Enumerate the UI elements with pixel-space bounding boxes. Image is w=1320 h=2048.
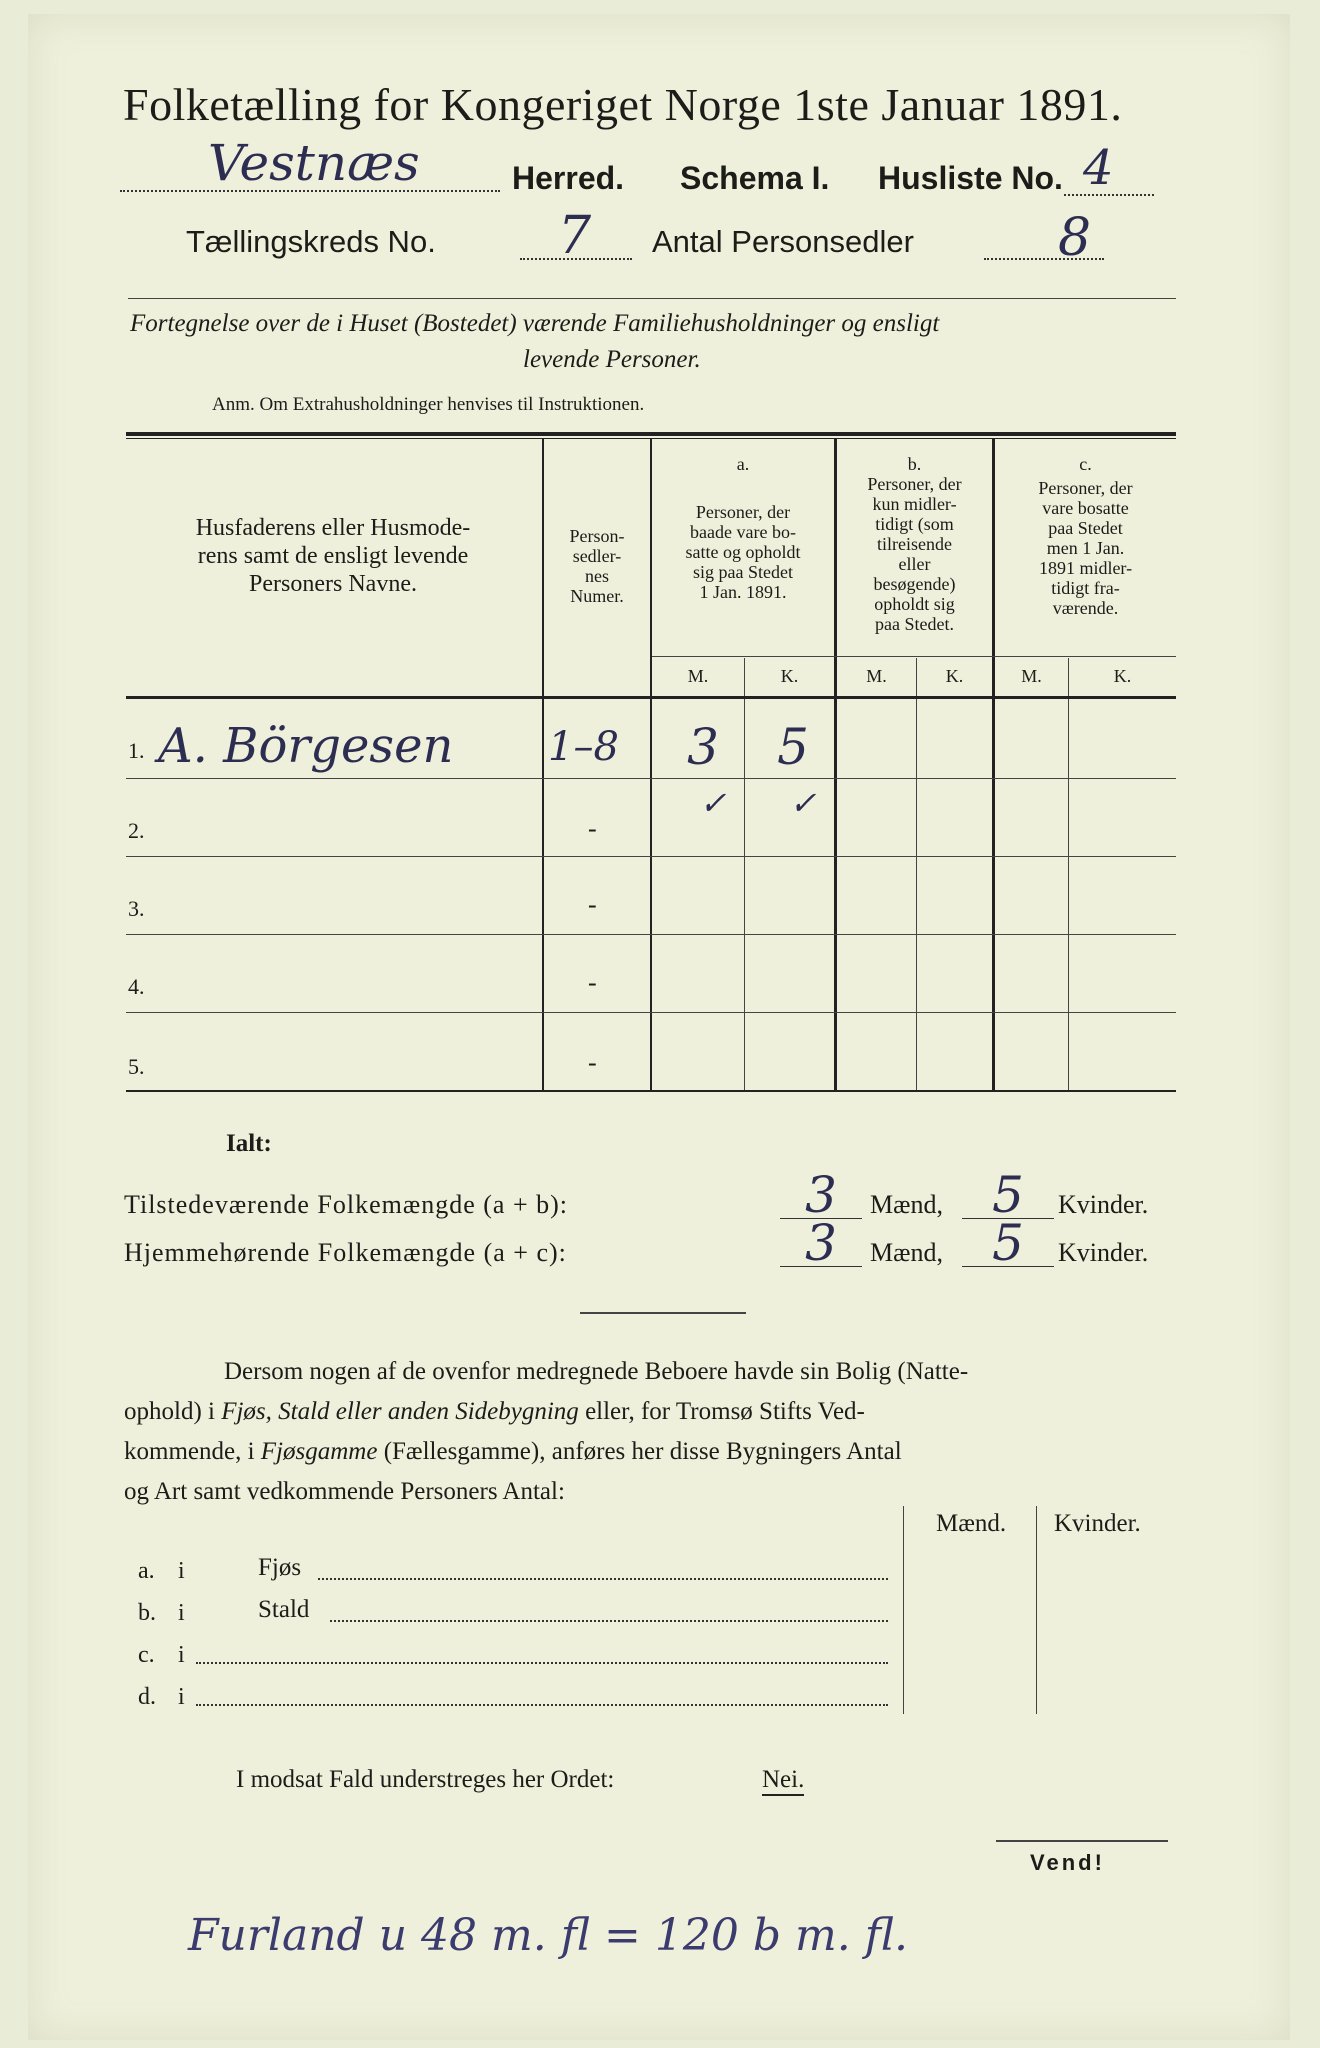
row-5-num: 5. <box>128 1054 145 1079</box>
building-c-dotline <box>196 1662 888 1664</box>
building-d-dotline <box>196 1704 888 1706</box>
header-b-l1: Personer, der <box>867 474 962 494</box>
herred-label: Herred. <box>512 160 625 196</box>
header-c-l2: vare bosatte <box>1042 498 1129 518</box>
building-a-letter: a. <box>138 1558 155 1584</box>
header-num-l3: nes <box>585 566 609 586</box>
row-1-name: A. Börgesen <box>158 718 454 774</box>
header-b-l5: eller <box>898 554 931 574</box>
hjemme-kvinder: Kvinder. <box>1058 1238 1149 1267</box>
row-2-sedler: - <box>588 814 597 843</box>
row-5-sedler: - <box>588 1048 597 1077</box>
header-c-l5: 1891 midler- <box>1038 558 1133 578</box>
hjemme-maend: Mænd, <box>870 1238 943 1267</box>
modsat-text: I modsat Fald understreges her Ordet: <box>236 1766 615 1793</box>
building-b-i: i <box>178 1600 185 1626</box>
buildings-text-3c: (Fællesgamme), anføres her disse Bygningers Antal <box>377 1438 902 1465</box>
row-1-a-m: 3 <box>687 718 719 776</box>
vend-rule <box>996 1840 1168 1842</box>
header-c-l7: værende. <box>1052 598 1119 618</box>
row-1-num: 1. <box>128 738 145 763</box>
header-name-l1: Husfaderens eller Husmode- <box>195 515 471 541</box>
c-m-label: M. <box>1021 666 1042 686</box>
handwritten-note: Furland u 48 m. fl = 120 b m. fl. <box>188 1910 909 1961</box>
col-divider-a-mk <box>744 658 745 1092</box>
tilstede-maend: Mænd, <box>870 1190 943 1219</box>
buildings-text-2a: ophold) i <box>124 1398 222 1425</box>
herred-value: Vestnæs <box>208 134 420 192</box>
header-a-l5: 1 Jan. 1891. <box>699 582 787 602</box>
header-num-l1: Person- <box>569 526 625 546</box>
buildings-col-kvinder: Kvinder. <box>1054 1510 1141 1537</box>
buildings-col-maend: Mænd. <box>936 1510 1007 1537</box>
row-2-num: 2. <box>128 818 145 843</box>
header-c-col <box>995 478 1176 618</box>
husliste-value: 4 <box>1083 140 1114 196</box>
buildings-text-1: Dersom nogen af de ovenfor medregnede Beboere havde sin Bolig (Natte- <box>224 1358 969 1385</box>
tilstede-m-value: 3 <box>805 1166 837 1224</box>
intro-line1: Fortegnelse over de i Huset (Bostedet) værende Familiehusholdninger og ensligt <box>130 310 940 337</box>
building-b-dotline <box>330 1620 888 1622</box>
building-d-letter: d. <box>138 1684 156 1710</box>
buildings-text-2c: eller, for Tromsø Stifts Ved- <box>578 1398 865 1425</box>
intro-line2: levende Personer. <box>523 346 701 373</box>
building-a-dotline <box>318 1578 888 1580</box>
c-k-label: K. <box>1113 666 1132 686</box>
header-b-l6: besøgende) <box>873 574 956 594</box>
schema-label: Schema I. <box>680 160 830 196</box>
antal-value: 8 <box>1058 208 1092 268</box>
totals-separator <box>580 1312 746 1314</box>
building-d-i: i <box>178 1684 185 1710</box>
row-3-sedler: - <box>588 890 597 919</box>
col-divider-c-mk <box>1068 658 1069 1092</box>
header-a-l1: Personer, der <box>695 502 791 522</box>
hjemme-label: Hjemmehørende Folkemængde (a + c): <box>124 1238 567 1267</box>
b-m-label: M. <box>866 666 887 686</box>
form-title: Folketælling for Kongeriget Norge 1ste Januar 1891. <box>123 79 1123 130</box>
header-num-l4: Numer. <box>570 586 624 606</box>
tilstede-label: Tilstedeværende Folkemængde (a + b): <box>124 1190 568 1219</box>
buildings-col-divider-1 <box>903 1506 904 1714</box>
table-header-bottom-rule <box>126 696 1176 699</box>
hjemme-m-value: 3 <box>805 1214 837 1272</box>
buildings-text-3a: kommende, i <box>124 1438 261 1465</box>
header-a-l3: satte og opholdt <box>685 542 801 562</box>
header-num-l2: sedler- <box>572 546 622 566</box>
header-name-col <box>138 514 528 598</box>
header-name-l3: Personers Navne. <box>249 571 417 597</box>
buildings-text-2 <box>124 1398 865 1426</box>
header-c-l6: tidigt fra- <box>1051 578 1120 598</box>
building-b-name: Stald <box>258 1596 310 1623</box>
antal-label: Antal Personsedler <box>652 224 914 259</box>
buildings-text-3 <box>124 1438 902 1466</box>
buildings-text-2b: Fjøs, Stald eller anden Sidebygning <box>221 1398 579 1425</box>
row-1-sedler: 1–8 <box>548 724 619 770</box>
header-a-l4: sig paa Stedet <box>693 562 793 582</box>
a-m-label: M. <box>687 666 709 686</box>
a-k-label: K. <box>780 666 799 686</box>
header-c-l1: Personer, der <box>1038 478 1133 498</box>
row-4-num: 4. <box>128 974 145 999</box>
ialt-label: Ialt: <box>226 1130 272 1157</box>
census-form-page <box>28 14 1290 2040</box>
header-divider <box>128 298 1176 299</box>
header-b-l2: kun midler- <box>872 494 957 514</box>
husliste-label: Husliste No. <box>878 160 1063 196</box>
header-b-letter: b. <box>907 454 922 474</box>
buildings-col-divider-2 <box>1036 1506 1037 1714</box>
kreds-value: 7 <box>558 206 592 266</box>
header-b-l7: opholdt sig <box>874 594 955 614</box>
hjemme-k-value: 5 <box>992 1214 1024 1272</box>
anm-note: Anm. Om Extrahusholdninger henvises til Instruktionen. <box>212 394 645 415</box>
building-a-name: Fjøs <box>258 1554 302 1581</box>
header-b-l8: paa Stedet. <box>875 614 954 634</box>
table-top-rule <box>126 432 1176 436</box>
header-a-col <box>652 502 834 602</box>
b-k-label: K. <box>945 666 964 686</box>
nei-word: Nei. <box>762 1766 804 1796</box>
row-4-rule <box>126 1012 1176 1013</box>
vend-label: Vend! <box>1030 1850 1105 1875</box>
tilstede-kvinder: Kvinder. <box>1058 1190 1149 1219</box>
row-1-rule <box>126 778 1176 779</box>
header-num-col <box>544 526 650 606</box>
row-3-num: 3. <box>128 896 145 921</box>
header-b-l4: tilreisende <box>877 534 952 554</box>
row-2-rule <box>126 856 1176 857</box>
buildings-text-4: og Art samt vedkommende Personers Antal: <box>124 1478 565 1505</box>
building-a-i: i <box>178 1558 185 1584</box>
row-2-a-m: ✓ <box>699 784 727 822</box>
header-c-letter: c. <box>1079 454 1092 474</box>
building-c-i: i <box>178 1642 185 1668</box>
row-2-a-k: ✓ <box>789 784 817 822</box>
table-bottom-rule <box>126 1090 1176 1092</box>
header-a-l2: baade vare bo- <box>690 522 796 542</box>
header-b-l3: tidigt (som <box>875 514 954 534</box>
building-c-letter: c. <box>138 1642 155 1668</box>
header-name-l2: rens samt de ensligt levende <box>197 543 469 569</box>
row-4-sedler: - <box>588 968 597 997</box>
col-divider-b-mk <box>916 658 917 1092</box>
mk-subheader-rule <box>652 656 1176 657</box>
tilstede-k-value: 5 <box>992 1166 1024 1224</box>
kreds-label: Tællingskreds No. <box>186 224 436 259</box>
header-b-col <box>837 474 992 634</box>
header-a-letter: a. <box>736 454 750 474</box>
row-1-a-k: 5 <box>777 718 809 776</box>
buildings-text-3b: Fjøsgamme <box>260 1438 378 1465</box>
row-3-rule <box>126 934 1176 935</box>
header-c-l4: men 1 Jan. <box>1046 538 1125 558</box>
header-c-l3: paa Stedet <box>1048 518 1123 538</box>
building-b-letter: b. <box>138 1600 156 1626</box>
